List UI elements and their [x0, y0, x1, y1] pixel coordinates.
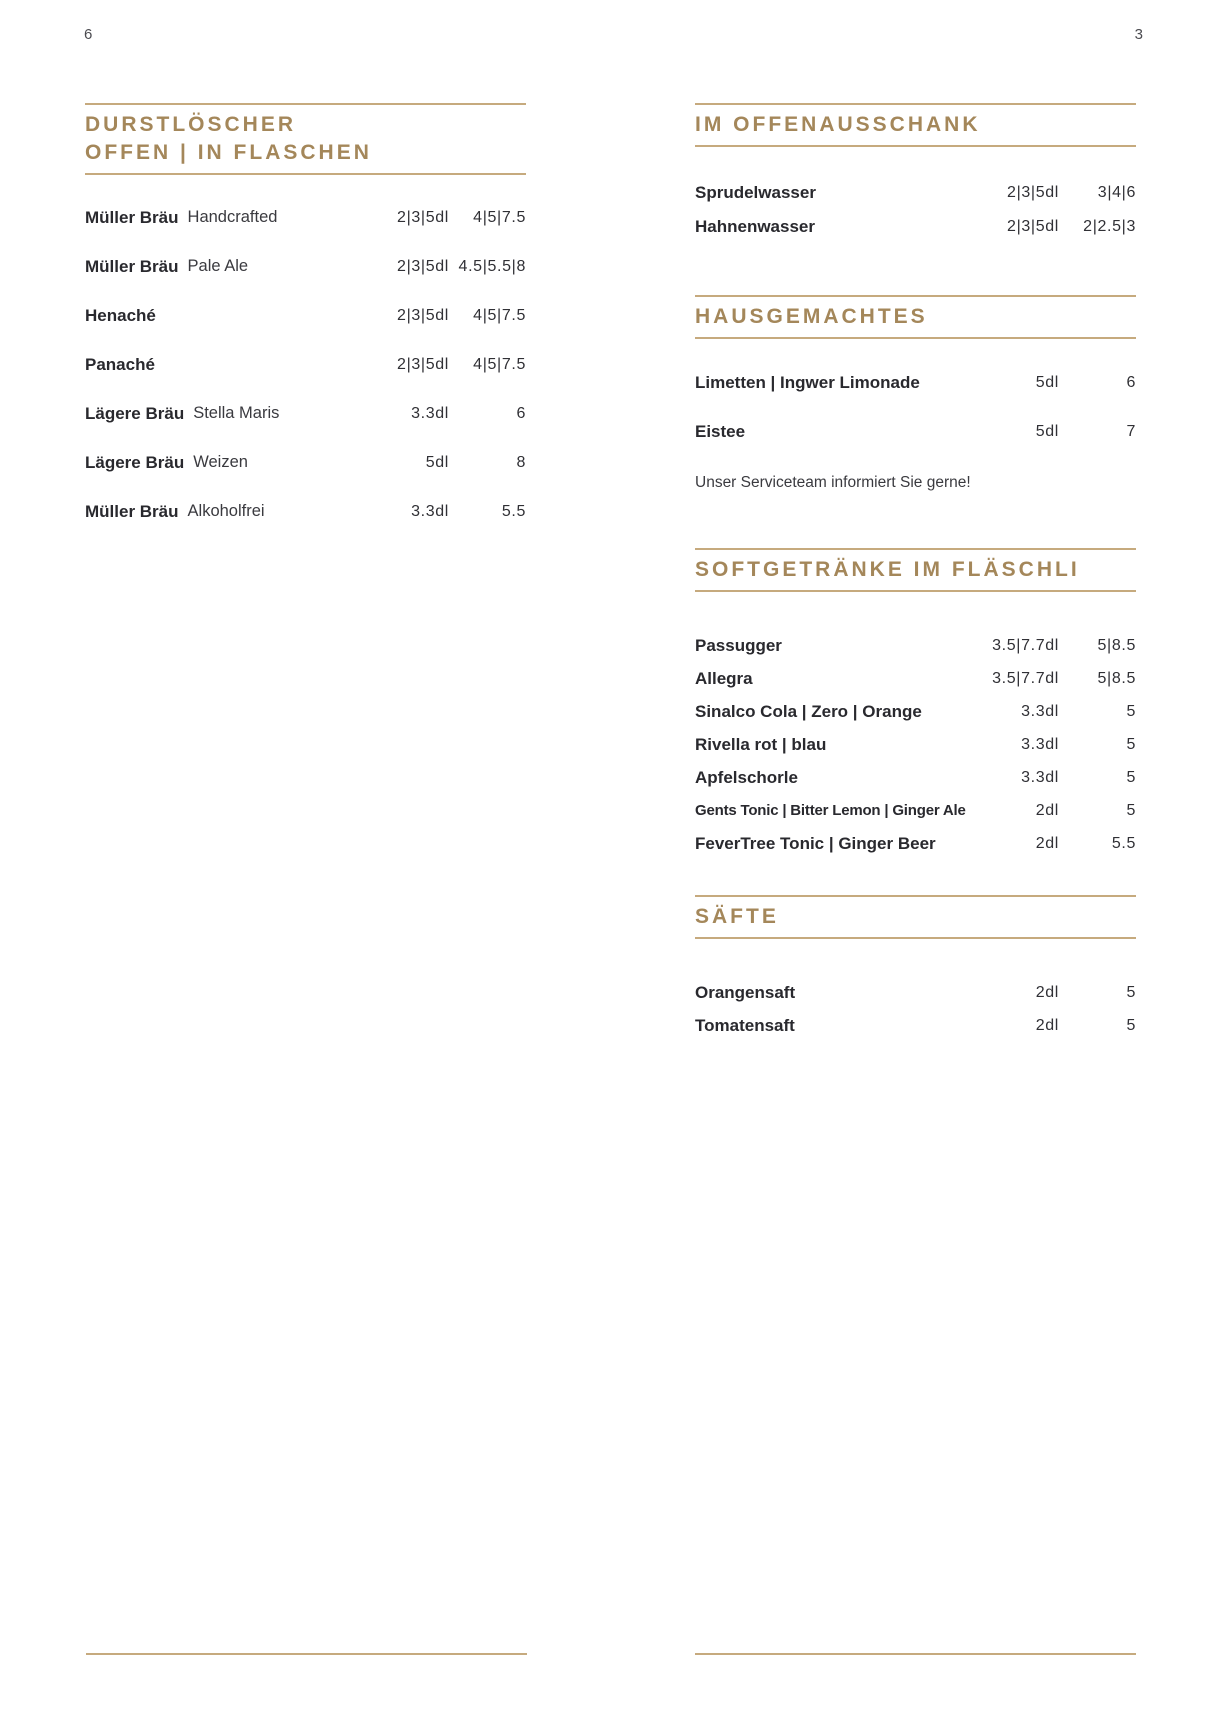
column-left — [85, 0, 526, 1729]
beer-list — [85, 193, 526, 536]
item-price: 5|8.5 — [1097, 669, 1136, 687]
menu-item — [695, 695, 1136, 728]
section-offenausschank — [695, 103, 1136, 244]
item-name: Allegra — [695, 668, 753, 688]
heading-line-1: DURSTLÖSCHER — [85, 113, 297, 136]
menu-item — [85, 242, 526, 291]
service-note: Unser Serviceteam informiert Sie gerne! — [695, 474, 971, 491]
homemade-list — [695, 358, 1136, 456]
item-name: Müller Bräu — [85, 207, 179, 227]
item-volume: 2|3|5dl — [1007, 184, 1059, 201]
item-volume: 2dl — [1035, 834, 1059, 852]
menu-item — [85, 193, 526, 242]
item-volume: 3.3dl — [1021, 702, 1059, 720]
item-volume: 3.5|7.7dl — [992, 669, 1059, 687]
menu-item — [85, 389, 526, 438]
item-volume: 3.3dl — [411, 404, 449, 422]
item-price: 3|4|6 — [1097, 184, 1136, 201]
item-name: Panaché — [85, 354, 155, 374]
item-price: 5 — [1126, 702, 1136, 720]
section-heading-hausgemachtes — [695, 295, 1136, 339]
item-price: 5 — [1126, 768, 1136, 786]
footer-rule-left — [86, 1653, 527, 1655]
item-price: 4|5|7.5 — [473, 355, 526, 373]
softdrink-list — [695, 629, 1136, 860]
menu-item — [695, 794, 1136, 827]
page-number-right: 3 — [1134, 26, 1143, 43]
menu-item — [85, 487, 526, 536]
footer-rule-right — [695, 1653, 1136, 1655]
item-price: 8 — [516, 453, 526, 471]
section-hausgemachtes — [695, 295, 1136, 494]
heading-line: SÄFTE — [695, 905, 779, 928]
heading-line: SOFTGETRÄNKE IM FLÄSCHLI — [695, 558, 1080, 581]
menu-item — [695, 210, 1136, 244]
menu-item — [695, 358, 1136, 407]
item-price: 5|8.5 — [1097, 636, 1136, 654]
menu-item — [695, 728, 1136, 761]
item-price: 6 — [516, 404, 526, 422]
item-volume: 5dl — [425, 453, 449, 471]
item-price: 5 — [1126, 1016, 1136, 1034]
heading-line-2: OFFEN | IN FLASCHEN — [85, 141, 372, 164]
item-name: Gents Tonic | Bitter Lemon | Ginger Ale — [695, 802, 966, 819]
item-volume: 3.3dl — [1021, 768, 1059, 786]
item-name: Orangensaft — [695, 982, 796, 1002]
item-price: 5 — [1126, 801, 1136, 819]
item-volume: 3.3dl — [411, 502, 449, 520]
item-price: 4|5|7.5 — [473, 208, 526, 226]
item-price: 4.5|5.5|8 — [458, 257, 526, 275]
item-name: Sinalco Cola | Zero | Orange — [695, 701, 922, 721]
section-heading-durstloescher — [85, 103, 526, 175]
menu-item — [85, 340, 526, 389]
item-name: Limetten | Ingwer Limonade — [695, 372, 920, 392]
item-variant: Handcrafted — [187, 208, 278, 226]
menu-item — [695, 176, 1136, 210]
item-name: FeverTree Tonic | Ginger Beer — [695, 833, 936, 853]
item-name: Eistee — [695, 421, 746, 441]
menu-item — [695, 1009, 1136, 1042]
item-price: 5 — [1126, 983, 1136, 1001]
item-volume: 2|3|5dl — [397, 257, 449, 275]
item-price: 2|2.5|3 — [1083, 218, 1136, 235]
menu-item — [85, 291, 526, 340]
item-price: 5 — [1126, 735, 1136, 753]
item-name: Rivella rot | blau — [695, 734, 827, 754]
item-volume: 3.3dl — [1021, 735, 1059, 753]
menu-item — [695, 976, 1136, 1009]
menu-item — [85, 438, 526, 487]
menu-item — [695, 407, 1136, 456]
item-name: Müller Bräu — [85, 256, 179, 276]
item-variant: Weizen — [193, 453, 248, 471]
item-variant: Stella Maris — [193, 404, 280, 422]
heading-line: IM OFFENAUSSCHANK — [695, 113, 981, 136]
water-list — [695, 176, 1136, 244]
item-volume: 5dl — [1035, 373, 1059, 391]
item-volume: 3.5|7.7dl — [992, 636, 1059, 654]
item-name: Lägere Bräu — [85, 452, 185, 472]
item-name: Lägere Bräu — [85, 403, 185, 423]
item-name: Henaché — [85, 305, 156, 325]
item-price: 6 — [1126, 373, 1136, 391]
item-volume: 2|3|5dl — [397, 208, 449, 226]
menu-item — [695, 629, 1136, 662]
item-volume: 2dl — [1035, 1016, 1059, 1034]
heading-line: HAUSGEMACHTES — [695, 305, 928, 328]
section-heading-softgetraenke — [695, 548, 1136, 592]
item-volume: 2dl — [1035, 983, 1059, 1001]
item-name: Hahnenwasser — [695, 217, 815, 236]
page-number-left: 6 — [84, 26, 93, 43]
section-saefte — [695, 895, 1136, 1042]
item-name: Tomatensaft — [695, 1015, 795, 1035]
section-heading-saefte — [695, 895, 1136, 939]
item-price: 5.5 — [501, 502, 526, 520]
item-name: Passugger — [695, 635, 782, 655]
item-name: Müller Bräu — [85, 501, 179, 521]
item-name: Sprudelwasser — [695, 183, 816, 202]
item-volume: 5dl — [1035, 422, 1059, 440]
section-heading-offenausschank — [695, 103, 1136, 147]
item-volume: 2|3|5dl — [397, 306, 449, 324]
menu-item — [695, 662, 1136, 695]
item-price: 4|5|7.5 — [473, 306, 526, 324]
item-variant: Alkoholfrei — [187, 502, 265, 520]
juice-list — [695, 976, 1136, 1042]
item-variant: Pale Ale — [187, 257, 249, 275]
menu-item — [695, 827, 1136, 860]
item-volume: 2|3|5dl — [1007, 218, 1059, 235]
item-name: Apfelschorle — [695, 767, 798, 787]
item-price: 7 — [1126, 422, 1136, 440]
section-softgetraenke — [695, 548, 1136, 860]
item-price: 5.5 — [1111, 834, 1136, 852]
column-right — [695, 0, 1136, 1729]
item-volume: 2dl — [1035, 801, 1059, 819]
menu-item — [695, 761, 1136, 794]
item-volume: 2|3|5dl — [397, 355, 449, 373]
